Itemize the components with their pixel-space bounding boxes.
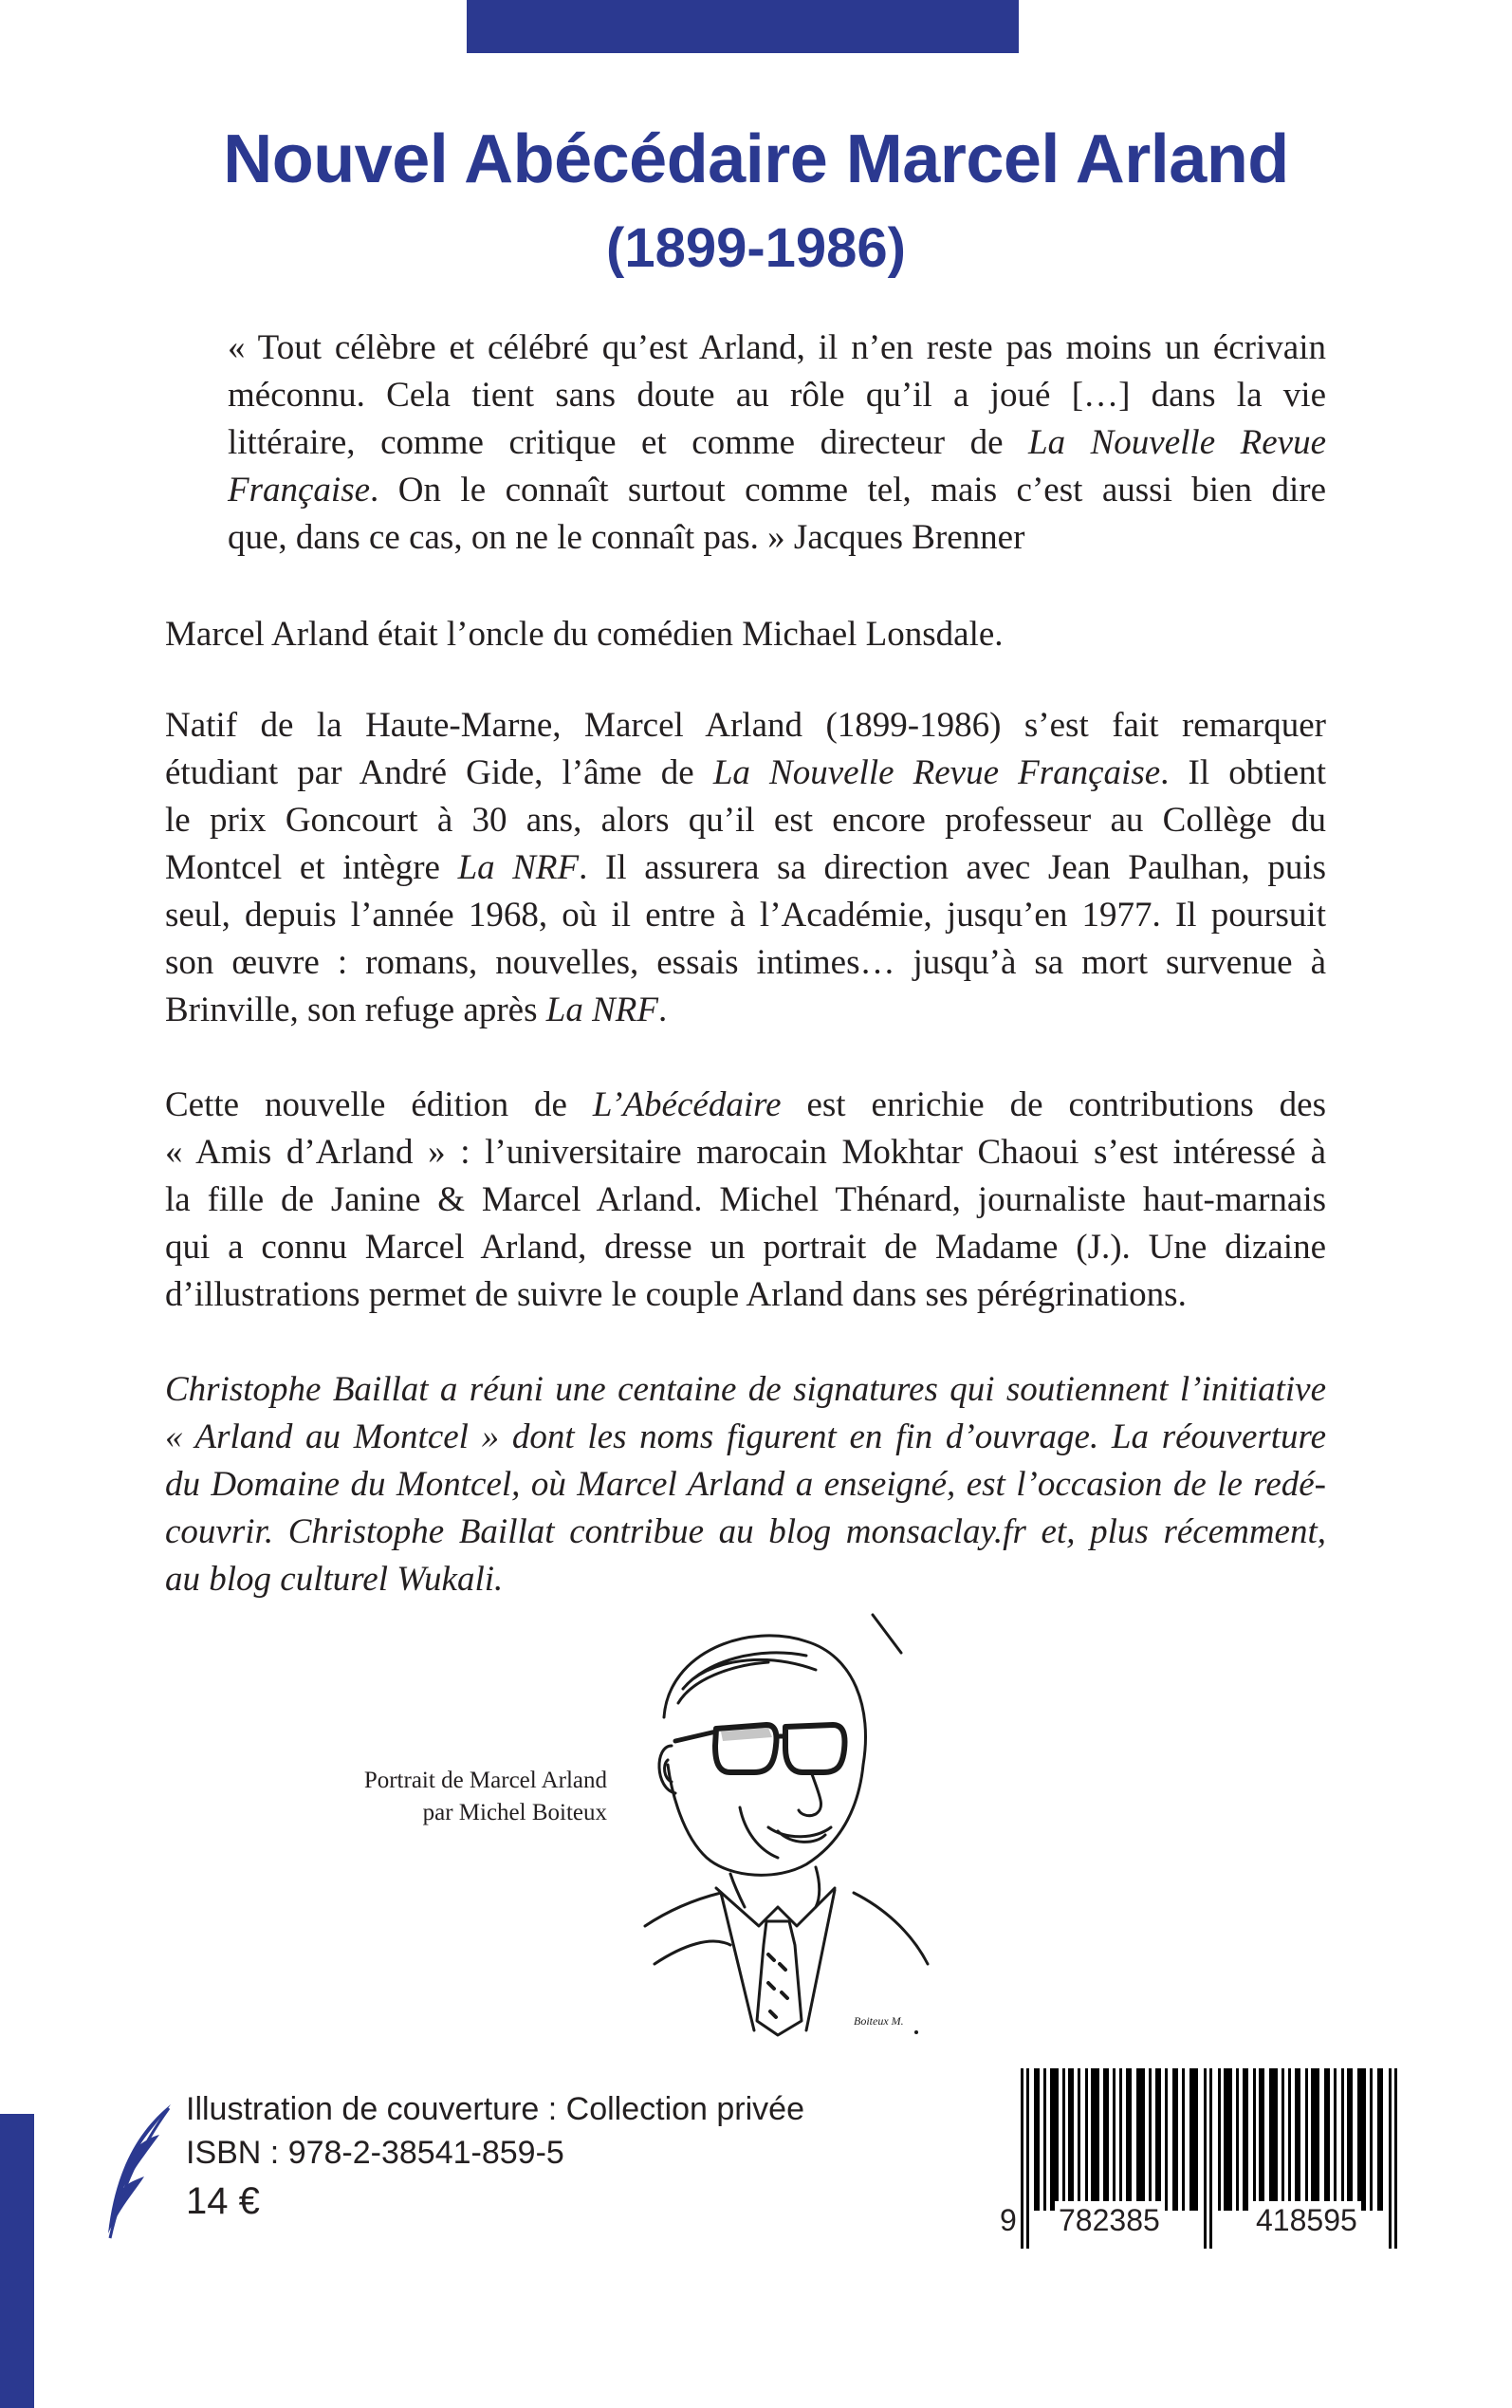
top-accent-bar <box>467 0 1019 53</box>
isbn-text: ISBN : 978-2-38541-859-5 <box>186 2135 564 2171</box>
portrait-caption <box>294 1765 607 1829</box>
paragraph-line: couvrir. Christophe Baillat contribue au blog monsaclay.fr et, plus récemment, <box>165 1512 1326 1551</box>
paragraph-line: du Domaine du Montcel, où Marcel Arland a enseigné, est l’occasion de le redé- <box>165 1465 1326 1504</box>
paragraph-line: seul, depuis l’année 1968, où il entre à l’Académie, jusqu’en 1977. Il poursuit <box>165 896 1326 935</box>
paragraph-line: Brinville, son refuge après La NRF. <box>165 991 668 1029</box>
quote-line: Française. On le connaît surtout comme tel, mais c’est aussi bien dire <box>228 471 1326 509</box>
paragraph-line: Marcel Arland était l’oncle du comédien Michael Lonsdale. <box>165 615 1004 654</box>
book-title: Nouvel Abécédaire Marcel Arland <box>223 121 1289 197</box>
lonsdale-paragraph <box>165 611 1326 658</box>
portrait-signature: Boiteux M. <box>854 2014 904 2028</box>
paragraph-line: au blog culturel Wukali. <box>165 1560 504 1599</box>
paragraph-line: « Amis d’Arland » : l’universitaire marocain Mokhtar Chaoui s’est intéressé à <box>165 1133 1326 1172</box>
caption-line: par Michel Boiteux <box>422 1800 607 1825</box>
quote-line: que, dans ce cas, on ne le connaît pas. » Jacques Brenner <box>228 518 1025 557</box>
paragraph-line: qui a connu Marcel Arland, dresse un portrait de Madame (J.). Une dizaine <box>165 1228 1326 1267</box>
paragraph-line: d’illustrations permet de suivre le couple Arland dans ses pérégrinations. <box>165 1275 1187 1314</box>
barcode-digit-group: 782385 <box>1055 2201 1164 2239</box>
portrait-sketch <box>626 1603 930 2040</box>
book-dates: (1899-1986) <box>606 217 906 279</box>
left-accent-bar <box>0 2114 34 2408</box>
paragraph-line: Natif de la Haute-Marne, Marcel Arland (1899-1986) s’est fait remarquer <box>165 706 1326 745</box>
caption-line: Portrait de Marcel Arland <box>363 1768 607 1793</box>
quote-paragraph <box>228 324 1326 562</box>
paragraph-line: Montcel et intègre La NRF. Il assurera sa direction avec Jean Paulhan, puis <box>165 848 1327 887</box>
price: 14 € <box>186 2180 260 2222</box>
barcode-digit-first: 9 <box>996 2201 1021 2239</box>
quote-line: « Tout célèbre et célébré qu’est Arland, il n’en reste pas moins un écrivain <box>228 328 1326 367</box>
quote-line: méconnu. Cela tient sans doute au rôle qu’il a joué […] dans la vie <box>228 376 1326 415</box>
cover-illustration-credit: Illustration de couverture : Collection privée <box>186 2091 804 2127</box>
author-bio-paragraph <box>165 1366 1326 1603</box>
feather-logo-icon <box>102 2101 178 2243</box>
paragraph-line: Christophe Baillat a réuni une centaine de signatures qui soutiennent l’initiative <box>165 1370 1326 1409</box>
paragraph-line: Cette nouvelle édition de L’Abécédaire est enrichie de contributions des <box>165 1085 1326 1124</box>
barcode-digit-group: 418595 <box>1252 2201 1361 2239</box>
quote-line: littéraire, comme critique et comme directeur de La Nouvelle Revue <box>228 423 1326 462</box>
paragraph-line: la fille de Janine & Marcel Arland. Michel Thénard, journaliste haut-marnais <box>165 1180 1326 1219</box>
paragraph-line: étudiant par André Gide, l’âme de La Nouvelle Revue Française. Il obtient <box>165 753 1326 792</box>
biography-paragraph <box>165 702 1326 1034</box>
paragraph-line: son œuvre : romans, nouvelles, essais intimes… jusqu’à sa mort survenue à <box>165 943 1326 982</box>
paragraph-line: le prix Goncourt à 30 ans, alors qu’il est encore professeur au Collège du <box>165 801 1326 840</box>
paragraph-line: « Arland au Montcel » dont les noms figurent en fin d’ouvrage. La réouverture <box>165 1417 1326 1456</box>
publication-credits <box>186 2087 804 2228</box>
edition-paragraph <box>165 1082 1326 1319</box>
